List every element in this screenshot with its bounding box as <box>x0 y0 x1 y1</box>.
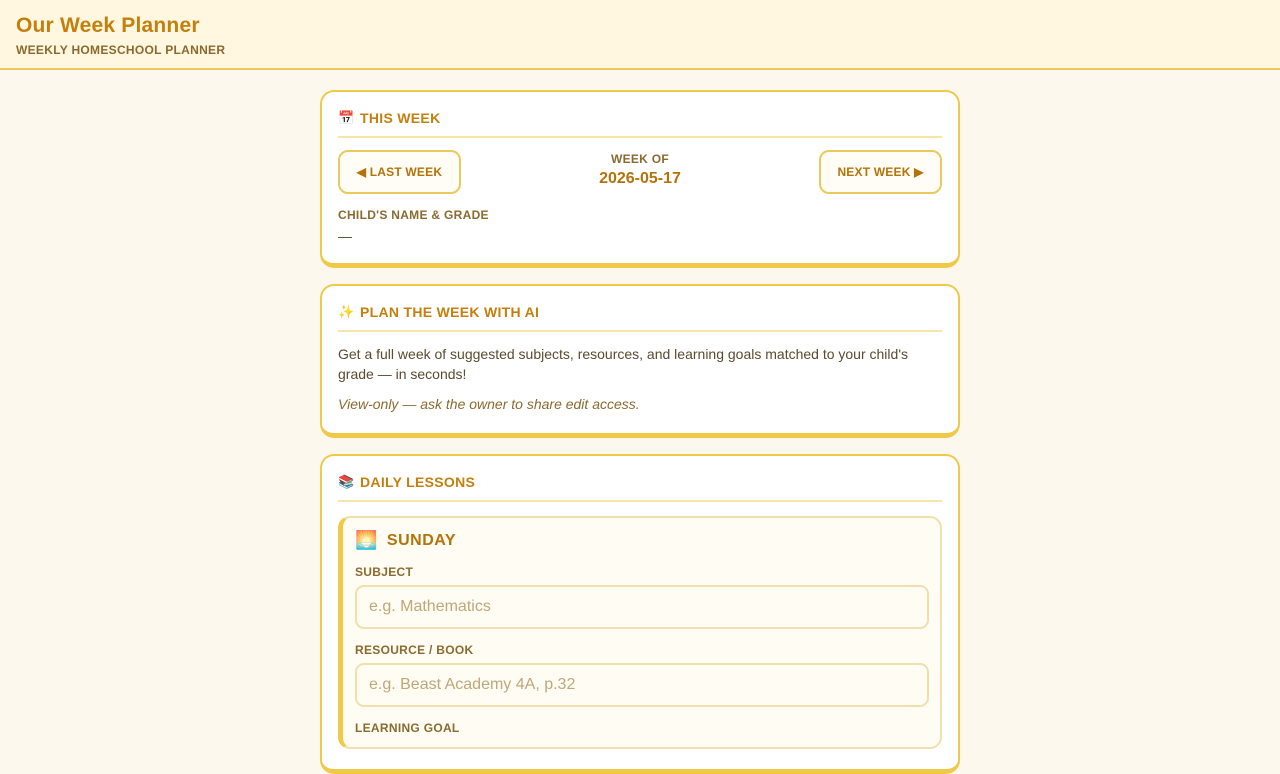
this-week-header <box>338 108 942 138</box>
resource-input[interactable] <box>355 663 929 707</box>
next-week-button[interactable]: NEXT WEEK ▶ <box>819 150 942 194</box>
daily-lessons-card <box>320 454 960 774</box>
subject-input[interactable] <box>355 585 929 629</box>
view-only-note: View-only — ask the owner to share edit access. <box>338 396 640 412</box>
this-week-title: THIS WEEK <box>360 110 441 126</box>
last-week-button[interactable]: ◀ LAST WEEK <box>338 150 461 194</box>
ai-plan-title: PLAN THE WEEK WITH AI <box>360 304 540 320</box>
week-of-date: 2026-05-17 <box>599 170 681 187</box>
daily-lessons-title: DAILY LESSONS <box>360 474 476 490</box>
ai-plan-description: Get a full week of suggested subjects, resources, and learning goals matched to your child's grade — in seconds! <box>338 346 908 382</box>
day-card-sunday <box>338 516 942 749</box>
child-name-label: CHILD'S NAME & GRADE <box>338 208 489 222</box>
week-navigation <box>338 150 942 194</box>
ai-plan-card <box>320 284 960 438</box>
subject-label: SUBJECT <box>355 565 414 579</box>
app-subtitle: WEEKLY HOMESCHOOL PLANNER <box>16 43 226 57</box>
sparkles-icon: ✨ <box>338 304 355 319</box>
day-title <box>355 530 928 551</box>
child-name-value: — <box>338 228 352 244</box>
app-header <box>0 0 1280 70</box>
sunrise-icon: 🌅 <box>355 530 378 550</box>
books-icon: 📚 <box>338 474 355 489</box>
daily-lessons-header <box>338 472 942 502</box>
resource-label: RESOURCE / BOOK <box>355 643 474 657</box>
calendar-icon: 📅 <box>338 110 355 125</box>
this-week-card <box>320 90 960 268</box>
ai-plan-header <box>338 302 942 332</box>
week-of-label: WEEK OF <box>610 152 670 166</box>
learning-goal-label: LEARNING GOAL <box>355 721 460 735</box>
day-name: SUNDAY <box>386 531 457 549</box>
app-title: Our Week Planner <box>16 14 200 37</box>
